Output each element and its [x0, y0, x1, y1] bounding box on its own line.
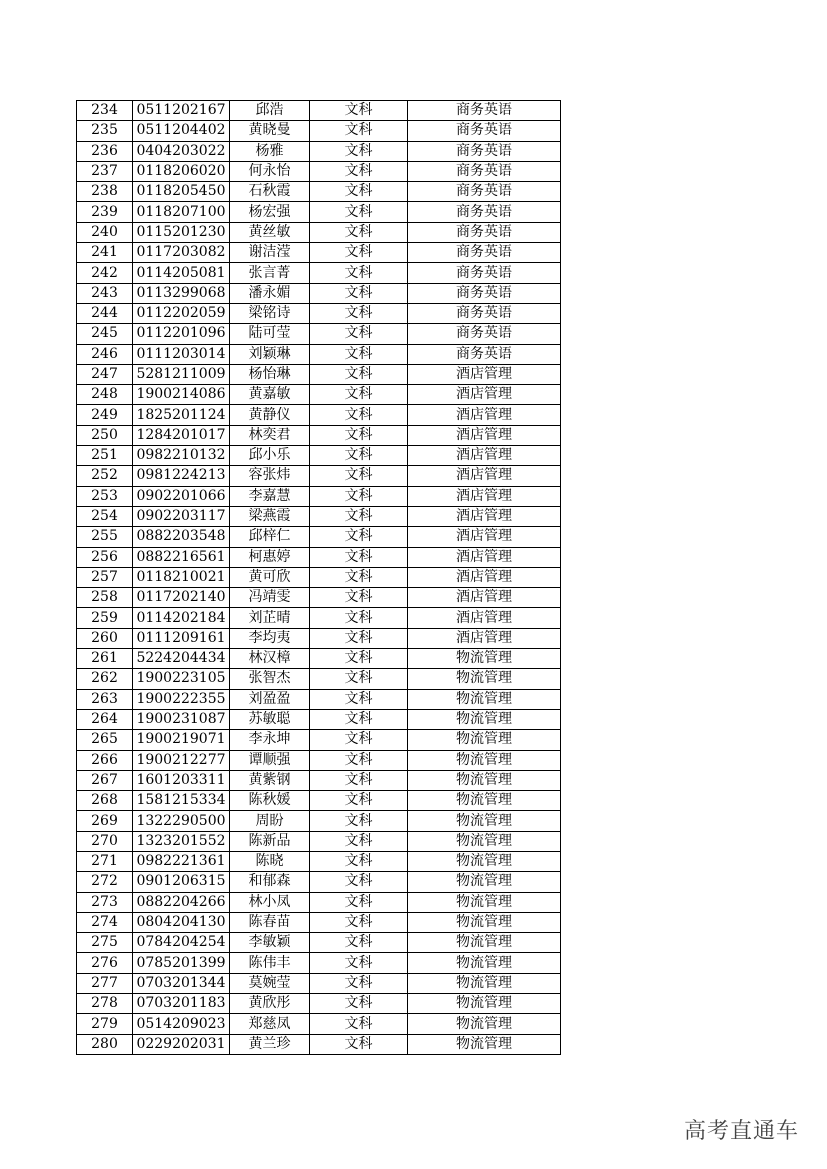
- major-cell: 酒店管理: [408, 588, 561, 608]
- table-row: [77, 344, 561, 364]
- table-row: [77, 709, 561, 729]
- subject-category-cell: 文科: [310, 730, 408, 750]
- table-row: [77, 182, 561, 202]
- row-number-cell: 238: [77, 182, 133, 202]
- student-id-cell: 0703201183: [133, 994, 230, 1014]
- student-name-cell: 谢洁滢: [230, 243, 310, 263]
- student-id-cell: 1284201017: [133, 425, 230, 445]
- student-name-cell: 陆可莹: [230, 324, 310, 344]
- major-cell: 酒店管理: [408, 425, 561, 445]
- student-id-cell: 1322290500: [133, 811, 230, 831]
- student-name-cell: 邱梓仁: [230, 527, 310, 547]
- row-number-cell: 260: [77, 628, 133, 648]
- row-number-cell: 256: [77, 547, 133, 567]
- table-row: [77, 649, 561, 669]
- subject-category-cell: 文科: [310, 588, 408, 608]
- major-cell: 酒店管理: [408, 547, 561, 567]
- table-row: [77, 973, 561, 993]
- row-number-cell: 280: [77, 1034, 133, 1054]
- student-id-cell: 0117202140: [133, 588, 230, 608]
- subject-category-cell: 文科: [310, 243, 408, 263]
- row-number-cell: 271: [77, 851, 133, 871]
- major-cell: 商务英语: [408, 243, 561, 263]
- major-cell: 商务英语: [408, 182, 561, 202]
- student-id-cell: 0114202184: [133, 608, 230, 628]
- student-name-cell: 林小凤: [230, 892, 310, 912]
- student-name-cell: 苏敏聪: [230, 709, 310, 729]
- row-number-cell: 259: [77, 608, 133, 628]
- major-cell: 物流管理: [408, 973, 561, 993]
- major-cell: 物流管理: [408, 851, 561, 871]
- major-cell: 酒店管理: [408, 466, 561, 486]
- student-id-cell: 1601203311: [133, 770, 230, 790]
- student-name-cell: 冯靖雯: [230, 588, 310, 608]
- subject-category-cell: 文科: [310, 547, 408, 567]
- row-number-cell: 273: [77, 892, 133, 912]
- subject-category-cell: 文科: [310, 283, 408, 303]
- student-id-cell: 0113299068: [133, 283, 230, 303]
- subject-category-cell: 文科: [310, 344, 408, 364]
- student-name-cell: 刘盈盈: [230, 689, 310, 709]
- table-row: [77, 466, 561, 486]
- table-row: [77, 101, 561, 121]
- row-number-cell: 236: [77, 141, 133, 161]
- student-name-cell: 黄丝敏: [230, 222, 310, 242]
- major-cell: 酒店管理: [408, 506, 561, 526]
- table-row: [77, 141, 561, 161]
- row-number-cell: 240: [77, 222, 133, 242]
- student-id-cell: 0112201096: [133, 324, 230, 344]
- student-id-cell: 0118206020: [133, 161, 230, 181]
- student-id-cell: 0118210021: [133, 567, 230, 587]
- table-row: [77, 791, 561, 811]
- student-name-cell: 刘颖琳: [230, 344, 310, 364]
- major-cell: 酒店管理: [408, 567, 561, 587]
- major-cell: 物流管理: [408, 770, 561, 790]
- student-id-cell: 1900214086: [133, 385, 230, 405]
- table-row: [77, 994, 561, 1014]
- row-number-cell: 266: [77, 750, 133, 770]
- row-number-cell: 258: [77, 588, 133, 608]
- student-name-cell: 陈春苗: [230, 912, 310, 932]
- student-id-cell: 1900212277: [133, 750, 230, 770]
- major-cell: 商务英语: [408, 101, 561, 121]
- student-name-cell: 陈伟丰: [230, 953, 310, 973]
- row-number-cell: 261: [77, 649, 133, 669]
- major-cell: 商务英语: [408, 263, 561, 283]
- row-number-cell: 234: [77, 101, 133, 121]
- subject-category-cell: 文科: [310, 1014, 408, 1034]
- subject-category-cell: 文科: [310, 466, 408, 486]
- major-cell: 商务英语: [408, 202, 561, 222]
- student-id-cell: 5281211009: [133, 364, 230, 384]
- table-row: [77, 425, 561, 445]
- student-id-cell: 1825201124: [133, 405, 230, 425]
- subject-category-cell: 文科: [310, 811, 408, 831]
- row-number-cell: 249: [77, 405, 133, 425]
- table-row: [77, 263, 561, 283]
- row-number-cell: 239: [77, 202, 133, 222]
- table-row: [77, 567, 561, 587]
- major-cell: 酒店管理: [408, 527, 561, 547]
- student-id-cell: 1900231087: [133, 709, 230, 729]
- major-cell: 物流管理: [408, 791, 561, 811]
- major-cell: 酒店管理: [408, 364, 561, 384]
- student-name-cell: 陈晓: [230, 851, 310, 871]
- row-number-cell: 235: [77, 121, 133, 141]
- major-cell: 物流管理: [408, 994, 561, 1014]
- table-row: [77, 547, 561, 567]
- subject-category-cell: 文科: [310, 222, 408, 242]
- table-row: [77, 1034, 561, 1054]
- major-cell: 酒店管理: [408, 385, 561, 405]
- subject-category-cell: 文科: [310, 405, 408, 425]
- student-id-cell: 0882216561: [133, 547, 230, 567]
- student-id-cell: 0112202059: [133, 303, 230, 323]
- major-cell: 酒店管理: [408, 405, 561, 425]
- student-id-cell: 0229202031: [133, 1034, 230, 1054]
- row-number-cell: 254: [77, 506, 133, 526]
- student-name-cell: 张言菁: [230, 263, 310, 283]
- row-number-cell: 274: [77, 912, 133, 932]
- major-cell: 物流管理: [408, 831, 561, 851]
- student-name-cell: 周盼: [230, 811, 310, 831]
- major-cell: 商务英语: [408, 161, 561, 181]
- student-name-cell: 陈新品: [230, 831, 310, 851]
- table-row: [77, 446, 561, 466]
- major-cell: 物流管理: [408, 669, 561, 689]
- table-row: [77, 933, 561, 953]
- table-row: [77, 851, 561, 871]
- student-name-cell: 李嘉慧: [230, 486, 310, 506]
- subject-category-cell: 文科: [310, 364, 408, 384]
- student-name-cell: 黄欣彤: [230, 994, 310, 1014]
- row-number-cell: 279: [77, 1014, 133, 1034]
- table-row: [77, 912, 561, 932]
- student-name-cell: 谭顺强: [230, 750, 310, 770]
- subject-category-cell: 文科: [310, 628, 408, 648]
- row-number-cell: 255: [77, 527, 133, 547]
- student-name-cell: 莫婉莹: [230, 973, 310, 993]
- row-number-cell: 269: [77, 811, 133, 831]
- table-row: [77, 730, 561, 750]
- subject-category-cell: 文科: [310, 608, 408, 628]
- major-cell: 物流管理: [408, 689, 561, 709]
- student-name-cell: 刘芷晴: [230, 608, 310, 628]
- subject-category-cell: 文科: [310, 567, 408, 587]
- row-number-cell: 278: [77, 994, 133, 1014]
- row-number-cell: 257: [77, 567, 133, 587]
- major-cell: 物流管理: [408, 709, 561, 729]
- student-id-cell: 0804204130: [133, 912, 230, 932]
- major-cell: 酒店管理: [408, 628, 561, 648]
- row-number-cell: 252: [77, 466, 133, 486]
- row-number-cell: 275: [77, 933, 133, 953]
- table-row: [77, 628, 561, 648]
- table-row: [77, 385, 561, 405]
- student-id-cell: 0117203082: [133, 243, 230, 263]
- table-row: [77, 953, 561, 973]
- subject-category-cell: 文科: [310, 506, 408, 526]
- major-cell: 物流管理: [408, 912, 561, 932]
- subject-category-cell: 文科: [310, 486, 408, 506]
- subject-category-cell: 文科: [310, 121, 408, 141]
- table-row: [77, 588, 561, 608]
- row-number-cell: 265: [77, 730, 133, 750]
- student-name-cell: 黄紫钢: [230, 770, 310, 790]
- table-row: [77, 1014, 561, 1034]
- subject-category-cell: 文科: [310, 161, 408, 181]
- table-body: [77, 101, 561, 1055]
- student-id-cell: 0514209023: [133, 1014, 230, 1034]
- row-number-cell: 250: [77, 425, 133, 445]
- student-name-cell: 李敏颖: [230, 933, 310, 953]
- subject-category-cell: 文科: [310, 994, 408, 1014]
- student-id-cell: 0982221361: [133, 851, 230, 871]
- row-number-cell: 267: [77, 770, 133, 790]
- row-number-cell: 262: [77, 669, 133, 689]
- subject-category-cell: 文科: [310, 425, 408, 445]
- student-name-cell: 梁铭诗: [230, 303, 310, 323]
- student-name-cell: 黄嘉敏: [230, 385, 310, 405]
- row-number-cell: 245: [77, 324, 133, 344]
- student-id-cell: 5224204434: [133, 649, 230, 669]
- table-row: [77, 892, 561, 912]
- student-name-cell: 李均夷: [230, 628, 310, 648]
- subject-category-cell: 文科: [310, 973, 408, 993]
- major-cell: 物流管理: [408, 1014, 561, 1034]
- table-row: [77, 121, 561, 141]
- subject-category-cell: 文科: [310, 141, 408, 161]
- student-name-cell: 石秋霞: [230, 182, 310, 202]
- student-name-cell: 林奕君: [230, 425, 310, 445]
- student-id-cell: 0114205081: [133, 263, 230, 283]
- major-cell: 物流管理: [408, 750, 561, 770]
- subject-category-cell: 文科: [310, 649, 408, 669]
- subject-category-cell: 文科: [310, 263, 408, 283]
- subject-category-cell: 文科: [310, 912, 408, 932]
- major-cell: 物流管理: [408, 1034, 561, 1054]
- admission-list-table: [76, 100, 561, 1055]
- row-number-cell: 247: [77, 364, 133, 384]
- student-id-cell: 0882203548: [133, 527, 230, 547]
- student-name-cell: 杨雅: [230, 141, 310, 161]
- subject-category-cell: 文科: [310, 303, 408, 323]
- row-number-cell: 276: [77, 953, 133, 973]
- row-number-cell: 253: [77, 486, 133, 506]
- student-id-cell: 0902201066: [133, 486, 230, 506]
- subject-category-cell: 文科: [310, 385, 408, 405]
- student-name-cell: 郑慈凤: [230, 1014, 310, 1034]
- subject-category-cell: 文科: [310, 182, 408, 202]
- row-number-cell: 272: [77, 872, 133, 892]
- row-number-cell: 251: [77, 446, 133, 466]
- table-row: [77, 486, 561, 506]
- subject-category-cell: 文科: [310, 1034, 408, 1054]
- table-row: [77, 161, 561, 181]
- table-row: [77, 831, 561, 851]
- student-id-cell: 1323201552: [133, 831, 230, 851]
- row-number-cell: 268: [77, 791, 133, 811]
- subject-category-cell: 文科: [310, 933, 408, 953]
- table-row: [77, 283, 561, 303]
- row-number-cell: 242: [77, 263, 133, 283]
- student-id-cell: 0981224213: [133, 466, 230, 486]
- student-name-cell: 柯惠婷: [230, 547, 310, 567]
- subject-category-cell: 文科: [310, 831, 408, 851]
- subject-category-cell: 文科: [310, 892, 408, 912]
- student-id-cell: 0511204402: [133, 121, 230, 141]
- student-name-cell: 黄可欣: [230, 567, 310, 587]
- table-row: [77, 872, 561, 892]
- table-row: [77, 202, 561, 222]
- major-cell: 酒店管理: [408, 486, 561, 506]
- row-number-cell: 244: [77, 303, 133, 323]
- subject-category-cell: 文科: [310, 202, 408, 222]
- table-row: [77, 222, 561, 242]
- major-cell: 商务英语: [408, 324, 561, 344]
- row-number-cell: 246: [77, 344, 133, 364]
- student-name-cell: 潘永媚: [230, 283, 310, 303]
- student-name-cell: 梁燕霞: [230, 506, 310, 526]
- student-name-cell: 杨宏强: [230, 202, 310, 222]
- student-name-cell: 黄静仪: [230, 405, 310, 425]
- student-id-cell: 1581215334: [133, 791, 230, 811]
- subject-category-cell: 文科: [310, 770, 408, 790]
- row-number-cell: 248: [77, 385, 133, 405]
- subject-category-cell: 文科: [310, 953, 408, 973]
- major-cell: 物流管理: [408, 933, 561, 953]
- table-row: [77, 669, 561, 689]
- student-name-cell: 黄兰珍: [230, 1034, 310, 1054]
- row-number-cell: 277: [77, 973, 133, 993]
- row-number-cell: 243: [77, 283, 133, 303]
- student-id-cell: 0404203022: [133, 141, 230, 161]
- table-row: [77, 750, 561, 770]
- subject-category-cell: 文科: [310, 527, 408, 547]
- major-cell: 物流管理: [408, 649, 561, 669]
- student-name-cell: 容张炜: [230, 466, 310, 486]
- table-row: [77, 770, 561, 790]
- major-cell: 物流管理: [408, 811, 561, 831]
- major-cell: 酒店管理: [408, 446, 561, 466]
- row-number-cell: 241: [77, 243, 133, 263]
- student-id-cell: 1900222355: [133, 689, 230, 709]
- table-row: [77, 243, 561, 263]
- student-name-cell: 邱小乐: [230, 446, 310, 466]
- student-id-cell: 0115201230: [133, 222, 230, 242]
- subject-category-cell: 文科: [310, 872, 408, 892]
- student-id-cell: 1900223105: [133, 669, 230, 689]
- student-id-cell: 0882204266: [133, 892, 230, 912]
- major-cell: 商务英语: [408, 121, 561, 141]
- student-name-cell: 黄晓曼: [230, 121, 310, 141]
- major-cell: 物流管理: [408, 892, 561, 912]
- student-name-cell: 李永坤: [230, 730, 310, 750]
- major-cell: 物流管理: [408, 730, 561, 750]
- table-row: [77, 689, 561, 709]
- major-cell: 商务英语: [408, 222, 561, 242]
- major-cell: 酒店管理: [408, 608, 561, 628]
- row-number-cell: 270: [77, 831, 133, 851]
- student-name-cell: 张智杰: [230, 669, 310, 689]
- subject-category-cell: 文科: [310, 446, 408, 466]
- table-row: [77, 324, 561, 344]
- subject-category-cell: 文科: [310, 669, 408, 689]
- subject-category-cell: 文科: [310, 324, 408, 344]
- major-cell: 商务英语: [408, 283, 561, 303]
- subject-category-cell: 文科: [310, 791, 408, 811]
- student-id-cell: 0111203014: [133, 344, 230, 364]
- table-row: [77, 364, 561, 384]
- student-id-cell: 0784204254: [133, 933, 230, 953]
- subject-category-cell: 文科: [310, 851, 408, 871]
- student-id-cell: 0511202167: [133, 101, 230, 121]
- row-number-cell: 264: [77, 709, 133, 729]
- major-cell: 商务英语: [408, 141, 561, 161]
- subject-category-cell: 文科: [310, 689, 408, 709]
- table-row: [77, 608, 561, 628]
- student-id-cell: 0785201399: [133, 953, 230, 973]
- student-name-cell: 林汉樟: [230, 649, 310, 669]
- major-cell: 商务英语: [408, 344, 561, 364]
- student-id-cell: 0902203117: [133, 506, 230, 526]
- watermark-text: 高考直通车: [683, 1119, 799, 1144]
- student-name-cell: 和郁森: [230, 872, 310, 892]
- row-number-cell: 237: [77, 161, 133, 181]
- student-id-cell: 0111209161: [133, 628, 230, 648]
- table-row: [77, 527, 561, 547]
- student-name-cell: 陈秋媛: [230, 791, 310, 811]
- subject-category-cell: 文科: [310, 750, 408, 770]
- student-id-cell: 1900219071: [133, 730, 230, 750]
- student-id-cell: 0982210132: [133, 446, 230, 466]
- student-name-cell: 邱浩: [230, 101, 310, 121]
- row-number-cell: 263: [77, 689, 133, 709]
- table-row: [77, 506, 561, 526]
- major-cell: 物流管理: [408, 953, 561, 973]
- table-row: [77, 811, 561, 831]
- table-row: [77, 303, 561, 323]
- major-cell: 商务英语: [408, 303, 561, 323]
- student-id-cell: 0703201344: [133, 973, 230, 993]
- student-id-cell: 0118207100: [133, 202, 230, 222]
- student-id-cell: 0901206315: [133, 872, 230, 892]
- major-cell: 物流管理: [408, 872, 561, 892]
- subject-category-cell: 文科: [310, 709, 408, 729]
- student-name-cell: 何永怡: [230, 161, 310, 181]
- student-name-cell: 杨怡琳: [230, 364, 310, 384]
- table-row: [77, 405, 561, 425]
- student-id-cell: 0118205450: [133, 182, 230, 202]
- subject-category-cell: 文科: [310, 101, 408, 121]
